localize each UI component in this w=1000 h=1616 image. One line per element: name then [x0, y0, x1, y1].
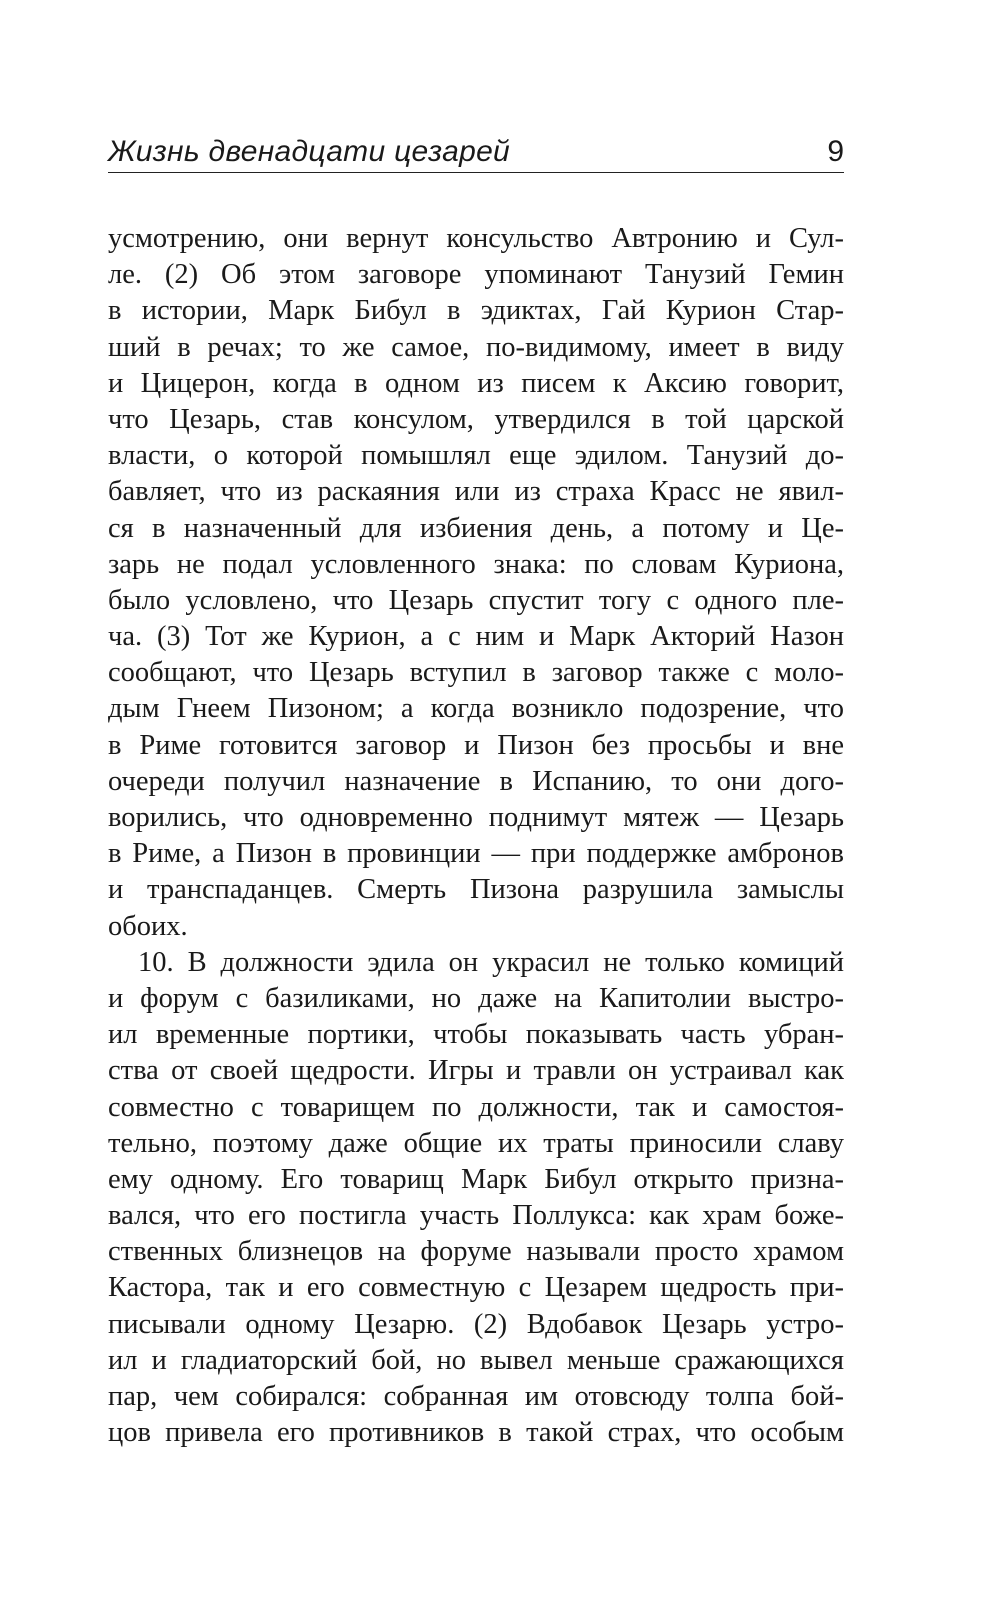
- paragraph-1: [108, 221, 844, 945]
- body-text: [108, 221, 844, 1451]
- text-line: ся в назначенный для избиения день, а потому и Це-: [108, 512, 844, 544]
- running-title: Жизнь двенадцати цезарей: [108, 135, 511, 168]
- text-line: ворились, что одновременно поднимут мятеж — Цезарь: [108, 802, 844, 833]
- text-line: в Риме, а Пизон в провинции — при поддержке амбронов: [108, 838, 844, 870]
- text-line: вался, что его постигла участь Поллукса: как храм боже-: [108, 1200, 844, 1232]
- text-line: очереди получил назначение в Испанию, то они дого-: [108, 765, 844, 797]
- running-header: [108, 132, 844, 173]
- text-line: совместно с товарищем по должности, так и самостоя-: [108, 1091, 844, 1123]
- text-line: ча. (3) Тот же Курион, а с ним и Марк Акторий Назон: [108, 621, 844, 653]
- text-line: бавляет, что из раскаяния или из страха Красс не явил-: [108, 476, 844, 508]
- text-line: 10. В должности эдила он украсил не только комиций: [138, 946, 844, 978]
- text-line: ле. (2) Об этом заговоре упоминают Танузий Гемин: [108, 259, 844, 291]
- text-line: власти, о которой помышлял еще эдилом. Танузий до-: [108, 440, 844, 472]
- text-line: в истории, Марк Бибул в эдиктах, Гай Курион Стар-: [108, 295, 844, 327]
- text-line: было условлено, что Цезарь спустит тогу с одного пле-: [108, 584, 844, 616]
- text-line: сообщают, что Цезарь вступил в заговор также с моло-: [108, 657, 844, 689]
- paragraph-2: [108, 945, 844, 1452]
- text-line: ственных близнецов на форуме называли просто храмом: [108, 1236, 844, 1268]
- text-line: и форум с базиликами, но даже на Капитолии выстро-: [108, 982, 844, 1014]
- text-line: ему одному. Его товарищ Марк Бибул открыто призна-: [108, 1163, 844, 1195]
- text-line: пар, чем собирался: собранная им отовсюду толпа бой-: [108, 1381, 844, 1412]
- text-line: дым Гнеем Пизоном; а когда возникло подозрение, что: [108, 693, 844, 725]
- text-line: и Цицерон, когда в одном из писем к Аксию говорит,: [108, 367, 844, 399]
- text-line: ства от своей щедрости. Игры и травли он устраивал как: [108, 1055, 844, 1087]
- text-line: ший в речах; то же самое, по-видимому, имеет в виду: [108, 331, 844, 363]
- text-line: усмотрению, они вернут консульство Автронию и Сул-: [108, 223, 844, 254]
- text-line: зарь не подал условленного знака: по словам Куриона,: [108, 548, 844, 580]
- text-line: и транспаданцев. Смерть Пизона разрушила замыслы: [108, 874, 844, 906]
- text-line: Кастора, так и его совместную с Цезарем щедрость при-: [108, 1272, 844, 1304]
- text-line: писывали одному Цезарю. (2) Вдобавок Цезарь устро-: [108, 1308, 844, 1340]
- text-line: в Риме готовится заговор и Пизон без просьбы и вне: [108, 729, 844, 761]
- text-line: ил и гладиаторский бой, но вывел меньше сражающихся: [108, 1344, 844, 1376]
- text-line: ил временные портики, чтобы показывать часть убран-: [108, 1019, 844, 1051]
- page-number: 9: [827, 135, 844, 168]
- text-line: обоих.: [108, 910, 188, 942]
- text-line: что Цезарь, став консулом, утвердился в той царской: [108, 403, 844, 435]
- text-line: тельно, поэтому даже общие их траты приносили славу: [108, 1127, 844, 1159]
- text-line: цов привела его противников в такой страх, что особым: [108, 1417, 844, 1449]
